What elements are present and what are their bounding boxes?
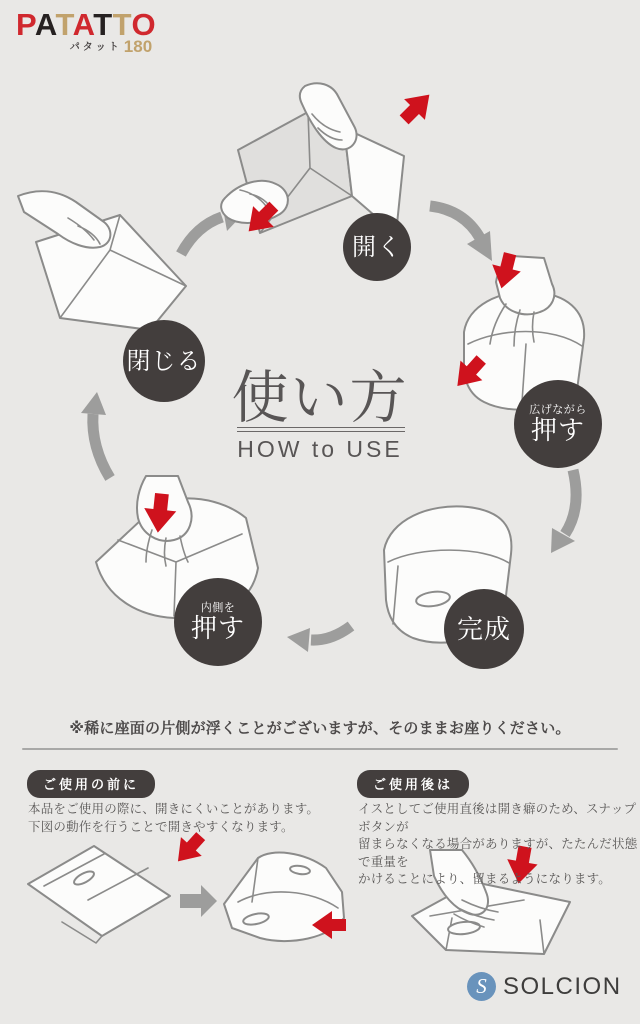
step-circle-push-spread bbox=[514, 380, 602, 468]
after-use-text bbox=[358, 801, 640, 889]
step-label: 押す bbox=[190, 612, 245, 643]
cycle-arrow-left bbox=[81, 392, 110, 478]
step-label: 開く bbox=[352, 233, 402, 261]
logo-letter: T bbox=[112, 7, 132, 42]
logo-letter: T bbox=[55, 7, 73, 42]
logo-letter: A bbox=[72, 7, 94, 42]
cycle-arrow-right bbox=[551, 470, 576, 553]
red-arrow-icon bbox=[394, 84, 440, 130]
after-use-line: かけることにより、留まるようになります。 bbox=[358, 872, 612, 886]
before-use-header: ご使用の前に bbox=[27, 770, 155, 798]
open-step-illustration bbox=[221, 83, 440, 242]
patatto-logo bbox=[16, 7, 157, 56]
cycle-arrow-bottom bbox=[287, 626, 351, 652]
title-underline bbox=[237, 427, 405, 432]
logo-letter: P bbox=[16, 7, 35, 42]
before-use-text bbox=[28, 801, 319, 836]
page-subtitle: HOW to USE bbox=[237, 436, 403, 462]
logo-letter: A bbox=[34, 7, 56, 42]
step-label: 完成 bbox=[456, 613, 511, 644]
gray-arrow-icon bbox=[180, 885, 217, 917]
step-sub: 広げながら bbox=[529, 403, 587, 416]
before-use-line: 本品をご使用の際に、開きにくいことがあります。 bbox=[28, 802, 320, 816]
step-label: 押す bbox=[530, 414, 585, 445]
after-use-line: 留まらなくなる場合がありますが、たたんだ状態で重量を bbox=[358, 837, 638, 869]
close-step-illustration bbox=[18, 191, 186, 330]
before-use-illustration bbox=[28, 827, 346, 943]
solcion-wordmark: SOLCION bbox=[503, 972, 622, 1000]
logo-model: 180 bbox=[123, 37, 153, 56]
logo-letter: O bbox=[131, 7, 157, 42]
logo-wordmark bbox=[16, 7, 157, 42]
after-use-line: イスとしてご使用直後は開き癖のため、スナップボタンが bbox=[358, 802, 637, 834]
solcion-logo bbox=[467, 972, 622, 1001]
step-circle-complete bbox=[444, 589, 524, 669]
section-divider bbox=[22, 748, 618, 750]
step-label: 閉じる bbox=[126, 347, 202, 375]
usage-note: ※稀に座面の片側が浮くことがございますが、そのままお座りください。 bbox=[69, 720, 571, 737]
logo-letter: T bbox=[93, 7, 113, 42]
after-use-header: ご使用後は bbox=[357, 770, 469, 798]
step-circle-open bbox=[343, 213, 411, 281]
logo-kana: パタット bbox=[69, 42, 122, 53]
solcion-monogram-icon: S bbox=[467, 972, 496, 1001]
before-use-line: 下図の動作を行うことで開きやすくなります。 bbox=[28, 819, 294, 834]
cycle-arrow-top-right bbox=[430, 206, 492, 261]
page-title: 使い方 bbox=[231, 366, 409, 430]
step-sub: 内側を bbox=[200, 601, 236, 614]
step-circle-push-inside bbox=[174, 578, 262, 666]
